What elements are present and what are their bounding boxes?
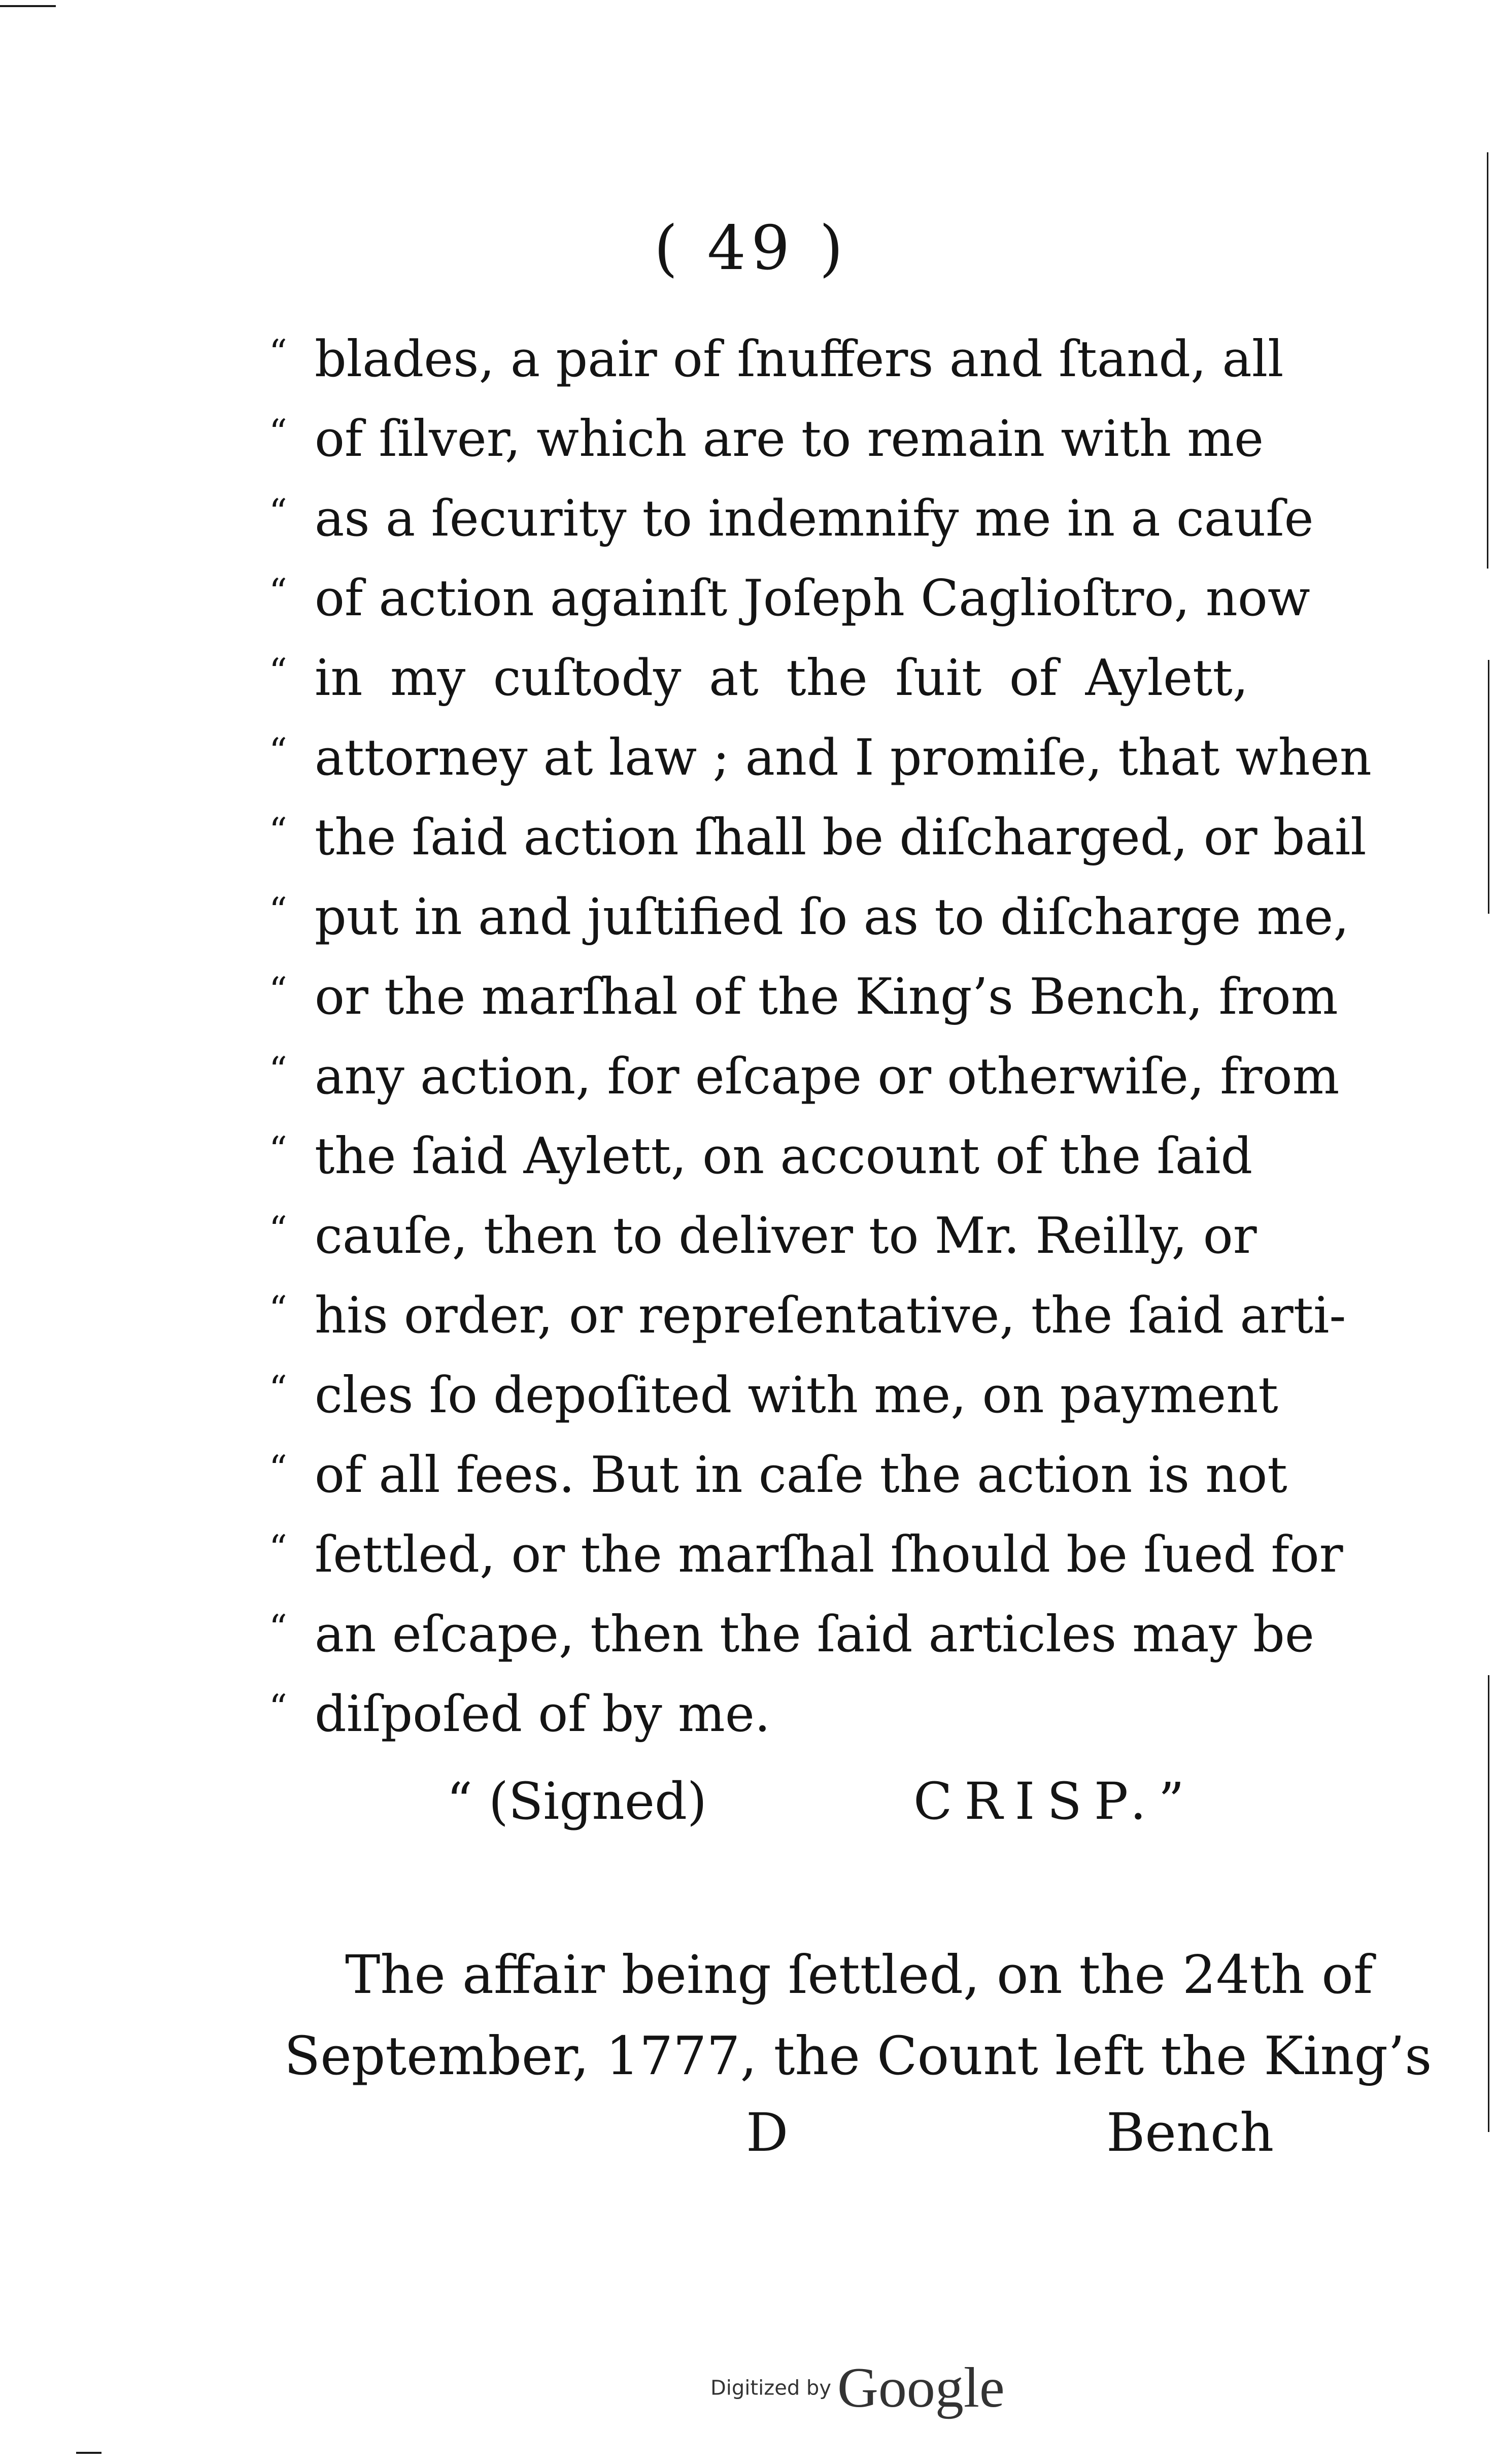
quoted-line bbox=[269, 320, 1284, 399]
quote-mark: “ bbox=[269, 491, 287, 533]
signature-mark: D bbox=[746, 2102, 789, 2163]
quoted-line-text: attorney at law ; and I promiſe, that when bbox=[315, 729, 1372, 787]
quote-mark: “ bbox=[269, 970, 287, 1011]
quoted-line-text: blades, a pair of ſnuffers and ſtand, all bbox=[315, 330, 1284, 388]
quoted-line bbox=[269, 1675, 1248, 1754]
scan-edge-mark bbox=[1488, 660, 1489, 914]
body-line: September, 1777, the Count left the King’s bbox=[284, 2025, 1432, 2087]
quoted-line-text: cauſe, then to deliver to Mr. Reilly, or bbox=[315, 1207, 1257, 1265]
quoted-line-text: his order, or repreſentative, the ſaid arti- bbox=[315, 1287, 1346, 1345]
quoted-line-text: in my cuſtody at the ſuit of Aylett, bbox=[315, 649, 1248, 707]
quote-mark: “ bbox=[269, 810, 287, 852]
quote-mark: “ bbox=[269, 1368, 287, 1410]
quoted-line-text: an eſcape, then the ſaid articles may be bbox=[315, 1606, 1314, 1663]
quoted-line bbox=[269, 1515, 1343, 1595]
quoted-line bbox=[269, 399, 1264, 479]
quoted-line bbox=[269, 1276, 1346, 1356]
catchword: Bench bbox=[1106, 2102, 1274, 2163]
quoted-line-text: cles ſo depoſited with me, on payment bbox=[315, 1367, 1278, 1424]
quoted-line-text: of action againſt Joſeph Caglioſtro, now bbox=[315, 570, 1310, 627]
quote-mark: “ bbox=[269, 1288, 287, 1330]
quoted-line bbox=[269, 1117, 1253, 1196]
quoted-line bbox=[269, 718, 1372, 798]
quoted-line-text: any action, for eſcape or otherwiſe, from bbox=[315, 1048, 1340, 1106]
quote-mark: “ bbox=[269, 571, 287, 613]
scan-edge-mark bbox=[1488, 1675, 1489, 2132]
quote-mark: “ bbox=[269, 1687, 287, 1728]
scan-edge-mark bbox=[0, 5, 56, 7]
quoted-line-text: as a ſecurity to indemnify me in a cauſe bbox=[315, 490, 1314, 548]
quoted-line-text: the ſaid action ſhall be diſcharged, or bail bbox=[315, 809, 1367, 867]
quoted-line bbox=[269, 639, 1248, 718]
signatory-name: CRISP.” bbox=[913, 1772, 1197, 1831]
quote-mark: “ bbox=[269, 1049, 287, 1091]
quoted-line-text: ſettled, or the marſhal ſhould be ſued for bbox=[315, 1526, 1343, 1584]
quote-mark: “ bbox=[269, 412, 287, 453]
quoted-line bbox=[269, 878, 1349, 957]
quote-mark: “ bbox=[269, 1129, 287, 1171]
quote-mark: “ bbox=[269, 890, 287, 931]
quote-mark: “ bbox=[269, 332, 287, 374]
quote-mark: “ bbox=[269, 1527, 287, 1569]
quote-mark: “ bbox=[269, 651, 287, 692]
quoted-line-text: the ſaid Aylett, on account of the ſaid bbox=[315, 1127, 1253, 1185]
quoted-line bbox=[269, 1356, 1278, 1436]
quote-mark: “ bbox=[269, 1209, 287, 1250]
quoted-line bbox=[269, 1037, 1340, 1117]
body-paragraph bbox=[284, 1934, 1432, 2096]
scan-edge-mark bbox=[76, 2452, 101, 2454]
quoted-line bbox=[269, 1436, 1287, 1515]
scan-edge-mark bbox=[1487, 152, 1488, 569]
quoted-line-text: of ſilver, which are to remain with me bbox=[315, 410, 1264, 468]
quote-mark: “ bbox=[269, 1448, 287, 1489]
signed-label: “ (Signed) bbox=[447, 1772, 707, 1831]
quote-mark: “ bbox=[269, 1607, 287, 1649]
quoted-line-text: put in and juſtified ſo as to diſcharge me, bbox=[315, 888, 1349, 946]
body-line: The affair being ſettled, on the 24th of bbox=[345, 1944, 1373, 2006]
quoted-line-text: or the marſhal of the King’s Bench, from bbox=[315, 968, 1338, 1026]
quoted-line bbox=[269, 1196, 1257, 1276]
quoted-line bbox=[269, 479, 1314, 559]
quoted-line bbox=[269, 957, 1338, 1037]
quoted-line bbox=[269, 1595, 1314, 1675]
quoted-line-text: diſpoſed of by me. bbox=[315, 1685, 770, 1743]
page-number: ( 49 ) bbox=[654, 213, 848, 284]
quote-mark: “ bbox=[269, 730, 287, 772]
google-logo: Google bbox=[837, 2356, 1005, 2419]
digitized-watermark bbox=[710, 2355, 1005, 2421]
quoted-letter bbox=[269, 320, 1372, 1754]
quoted-line-text: of all fees. But in caſe the action is not bbox=[315, 1446, 1287, 1504]
quoted-line bbox=[269, 559, 1310, 639]
digitized-label: Digitized by bbox=[710, 2376, 831, 2400]
quoted-line bbox=[269, 798, 1367, 878]
